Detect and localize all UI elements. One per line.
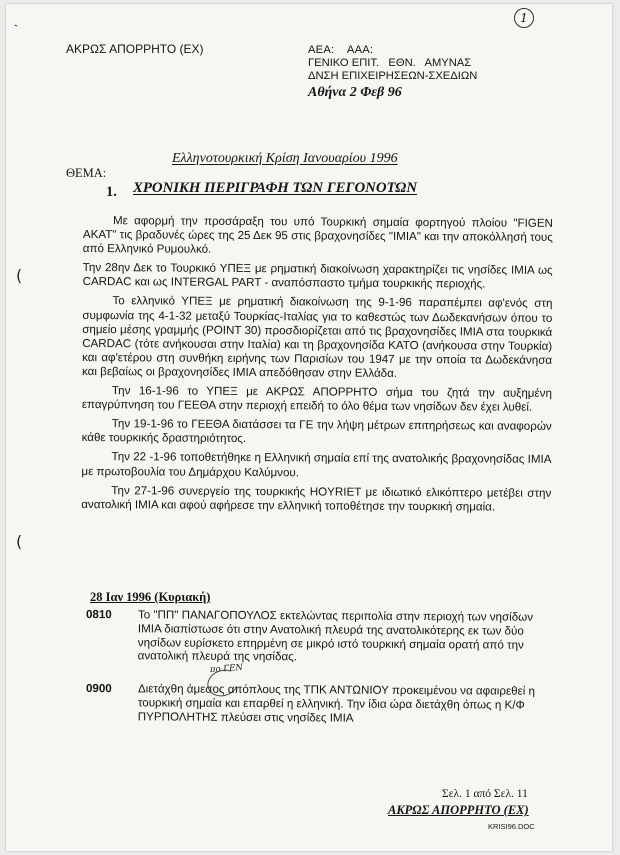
section-title: ΧΡΟΝΙΚΗ ΠΕΡΙΓΡΑΦΗ ΤΩΝ ΓΕΓΟΝΟΤΩΝ [133, 180, 418, 196]
reference-numbers: ΑΕΑ: ΑΑΑ: [308, 44, 374, 56]
subject-text: Ελληνοτουρκική Κρίση Ιανουαρίου 1996 [172, 151, 398, 166]
log-entry-time: 0810 [85, 608, 112, 622]
log-entry-text: Διετάχθη άμεσος απόπλους της ΤΠΚ ΑΝΤΩΝΙΟΥ προκειμένου να αφαιρεθεί η τουρκική σημαία και επαρθεί η ελληνική. Την ίδια ώρα διετάχθη όπως η Κ/Φ ΠΥΡΠΟΛΗΤΗΣ πλεύσει στις νησίδες ΙΜΙΑ [137, 682, 536, 725]
paragraph: Το ελληνικό ΥΠΕΞ με ρηματική διακοίνωση της 9-1-96 παραπέμπει αφ'ενός στη συμφωνία της 4-1-32 μεταξύ Τουρκίας-Ιταλίας για το καθεστώς των Δωδεκανήσων όπου το σημείο μέσης γραμμής (POINT 30) προσδιορίζεται από τις βραχονησίδες ΙΜΙΑ στα τουρκικά CARDAC (τότε ανήκουσαι στην Ιταλία) και τη βραχονησίδα ΚΑΤΟ (ανήκουσα στην Τουρκία) και αφ'ετέρου στη συνθήκη ειρήνης των Παρισίων του 1947 με την οποία τα Δωδεκάνησα και βεβαίως οι βραχονησίδες ΙΜΙΑ απεδόθησαν στην Ελλάδα. [81, 294, 553, 380]
paragraph: Την 28ην Δεκ το Τουρκικό ΥΠΕΞ με ρηματική διακοίνωση χαρακτηρίζει τις νησίδες ΙΜΙΑ ως CARDAC και ως INTERGAL PART - αναπόσπαστο τμήμα τουρκικής περιοχής. [82, 261, 553, 291]
log-entry-time: 0900 [85, 682, 112, 696]
subject-label: ΘΕΜΑ: [66, 166, 107, 180]
page-number: Σελ. 1 από Σελ. 11 [442, 788, 528, 800]
paragraph: Την 22 -1-96 τοποθετήθηκε η Ελληνική σημαία επί της ανατολικής βραχονησίδας ΙΜΙΑ με πρωτοβουλία του Δημάρχου Καλύμνου. [81, 450, 552, 479]
paragraph: Την 19-1-96 το ΓΕΕΘΑ διατάσσει τα ΓΕ την λήψη μέτρων επιτηρήσεως και αναφορών κάθε τουρκικής δραστηριότητος. [81, 417, 552, 446]
issuing-authority: ΓΕΝΙΚΟ ΕΠΙΤ. ΕΘΝ. ΑΜΥΝΑΣ [308, 57, 472, 69]
classification-bottom: ΑΚΡΩΣ ΑΠΟΡΡΗΤΟ (ΕΧ) [388, 803, 529, 817]
paragraph: Την 16-1-96 το ΥΠΕΞ με ΑΚΡΩΣ ΑΠΟΡΡΗΤΟ σήμα του ζητά την αυξημένη επαγρύπνηση του ΓΕΕΘΑ στην περιοχή επειδή το όλο θέμα των νησίδων δεν έχει λυθεί. [81, 384, 552, 414]
file-name: KRISI96.DOC [488, 822, 535, 831]
document-page [6, 4, 612, 851]
punch-hole-mark: ( [16, 266, 23, 285]
classification-top: ΑΚΡΩΣ ΑΠΟΡΡΗΤΟ (ΕΧ) [66, 42, 204, 56]
section-body [81, 214, 553, 520]
issuing-directorate: ΔΝΣΗ ΕΠΙΧΕΙΡΗΣΕΩΝ-ΣΧΕΔΙΩΝ [308, 70, 478, 82]
corner-pen-mark: ˎ [9, 11, 19, 29]
paragraph: Την 27-1-96 συνεργείο της τουρκικής HOYRIET με ιδιωτικό ελικόπτερο μετέβει στην ανατολική ΙΜΙΑ και αφού αφήρεσε την ελληνική τοποθέτησε την τουρκική σημαία. [81, 483, 552, 514]
log-entry [85, 682, 554, 725]
office-header [308, 44, 477, 99]
log-date-heading: 28 Ιαν 1996 (Κυριακή) [90, 590, 211, 604]
log-entry-text: Το "ΠΠ" ΠΑΝΑΓΟΠΟΥΛΟΣ εκτελώντας περιπολία στην περιοχή των νησίδων ΙΜΙΑ διαπίστωσε ότι στην Ανατολική πλευρά της ανατολικότερης εκ των δύο νησίδων ευρίσκετο επηρμένη σε μικρό ιστό τουρκική σημαία ορατή από την ανατολική πλευρά της νησίδας. [137, 608, 534, 664]
paragraph: Με αφορμή την προσάραξη του υπό Τουρκική σημαία φορτηγού πλοίου "FIGEN AKAT" τις βραδυνές ώρες της 25 Δεκ 95 στις βραχονησίδες "ΙΜΙΑ" και την αποκόλλησή τους από Ελληνικό Ρυμουλκό. [82, 214, 553, 256]
log-entry [85, 608, 554, 664]
section-number: 1. [106, 184, 117, 200]
handwritten-page-mark: 1 [514, 8, 534, 28]
handwritten-annotation: πο ΓΕΝ [209, 662, 244, 676]
document-date: Αθήνα 2 Φεβ 96 [308, 85, 402, 100]
punch-hole-mark: ( [16, 532, 23, 551]
